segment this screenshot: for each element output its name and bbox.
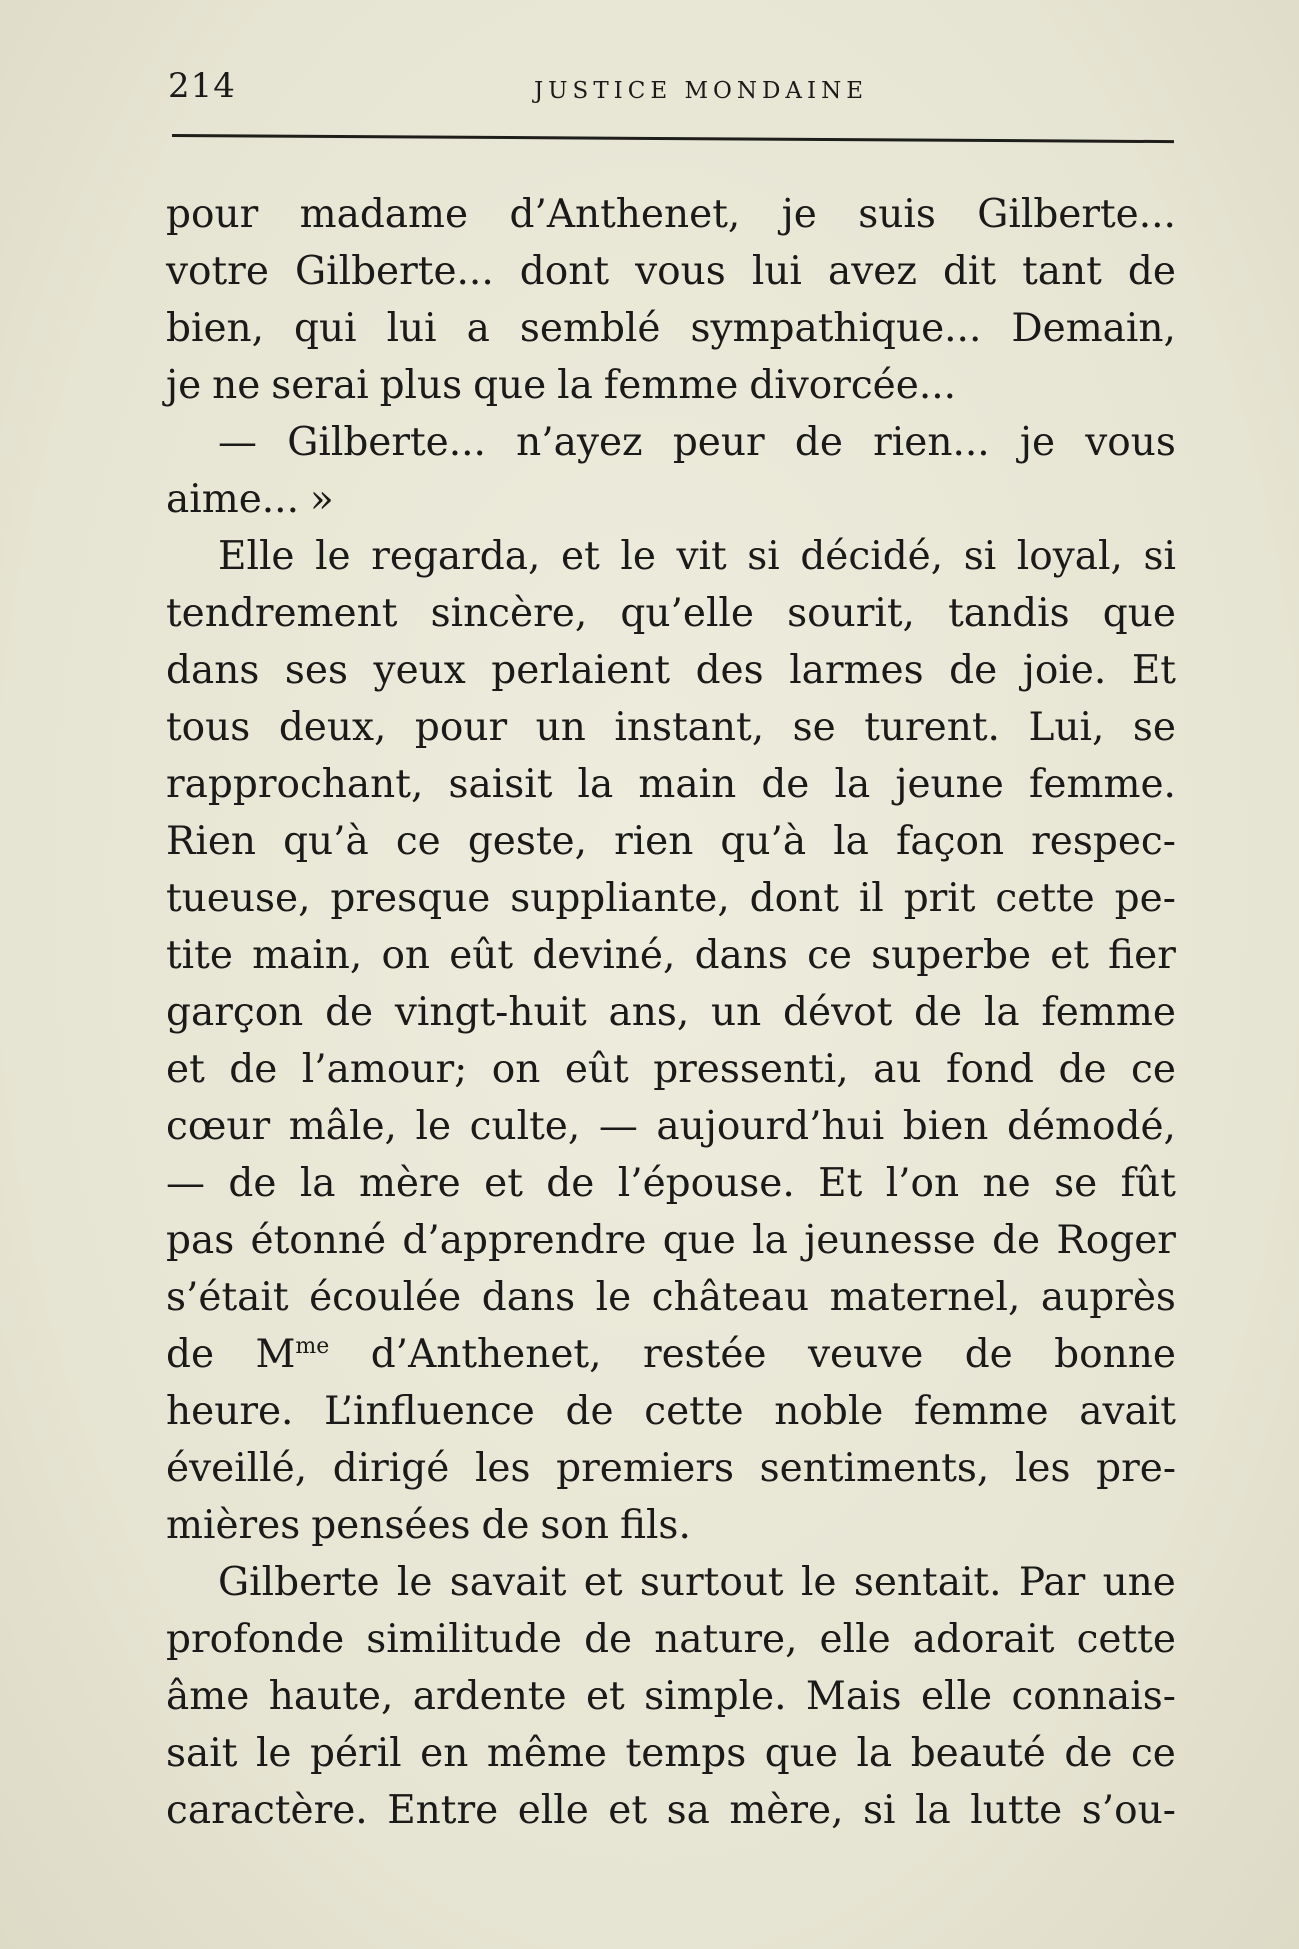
word: Et: [1131, 648, 1176, 693]
word: la: [752, 1218, 788, 1263]
word: Gilberte: [218, 1560, 380, 1605]
word: pre-: [1096, 1446, 1176, 1491]
word: femme.: [1028, 762, 1176, 807]
word: qui: [294, 306, 357, 351]
word: —: [218, 420, 257, 465]
word: on: [381, 933, 431, 978]
word: d’Anthenet,: [370, 1332, 602, 1377]
word: la: [915, 1788, 951, 1833]
text-line: [166, 1554, 1176, 1611]
word: haute,: [268, 1674, 394, 1719]
word: larmes: [789, 648, 924, 693]
text-line: [166, 1269, 1176, 1326]
word: turent.: [864, 705, 1000, 750]
word: main,: [252, 933, 363, 978]
word: mère: [358, 1161, 461, 1206]
word: —: [598, 1104, 638, 1149]
word: la: [856, 1731, 893, 1776]
text-line: [166, 756, 1176, 813]
word: suis: [858, 192, 936, 237]
word: avez: [827, 249, 917, 294]
word: écoulée: [309, 1275, 462, 1320]
word: bonne: [1054, 1332, 1176, 1377]
word: on: [491, 1047, 541, 1092]
word: Mais: [805, 1674, 902, 1719]
word: restée: [642, 1332, 767, 1377]
word: L’influence: [324, 1389, 535, 1434]
word: geste,: [467, 819, 588, 864]
word: fût: [1120, 1161, 1176, 1206]
word: la: [833, 819, 869, 864]
word: dans: [166, 648, 260, 693]
text-line: [166, 414, 1176, 471]
word: sa: [666, 1788, 710, 1833]
page-number: 214: [168, 66, 236, 106]
text-line: [166, 1212, 1176, 1269]
word: sympathique...: [690, 306, 982, 351]
word: cœur: [166, 1104, 271, 1149]
word: culte,: [469, 1104, 581, 1149]
word: d’apprendre: [402, 1218, 647, 1263]
text-line: [166, 528, 1176, 585]
word: vit: [676, 534, 727, 579]
word: dévot: [783, 990, 893, 1035]
word: la: [557, 363, 593, 408]
word: le: [620, 534, 656, 579]
word: se: [1132, 705, 1176, 750]
word: mère,: [729, 1788, 844, 1833]
word: mâle,: [288, 1104, 397, 1149]
word: ans,: [608, 990, 690, 1035]
word: simple.: [644, 1674, 787, 1719]
word: d’Anthenet,: [509, 192, 741, 237]
word: Demain,: [1011, 306, 1176, 351]
word: pour: [414, 705, 508, 750]
word: et: [484, 1161, 523, 1206]
text-line: [166, 699, 1176, 756]
word: le: [595, 1275, 632, 1320]
word: sourit,: [787, 591, 915, 636]
word: prit: [903, 876, 976, 921]
word: jeunesse: [804, 1218, 976, 1263]
word: Entre: [387, 1788, 499, 1833]
word: ardente: [412, 1674, 567, 1719]
word: deviné,: [532, 933, 676, 978]
word: pensées: [311, 1503, 471, 1548]
word: peur: [672, 420, 765, 465]
word: cette: [1076, 1617, 1176, 1662]
word: Et: [818, 1161, 863, 1206]
word: Roger: [1056, 1218, 1176, 1263]
text-line: [166, 1098, 1176, 1155]
word: et: [608, 1788, 648, 1833]
word: ne: [212, 363, 261, 408]
word: Gilberte...: [287, 420, 486, 465]
word: tous: [166, 705, 251, 750]
text-line: [166, 642, 1176, 699]
word: »: [309, 477, 334, 522]
word: madame: [299, 192, 469, 237]
word: auprès: [1040, 1275, 1176, 1320]
word: eût: [564, 1047, 629, 1092]
word: aujourd’hui: [656, 1104, 885, 1149]
word: pas: [166, 1218, 235, 1263]
text-line: [166, 1155, 1176, 1212]
word: adorait: [912, 1617, 1055, 1662]
word: lui: [751, 249, 802, 294]
word: que: [1102, 591, 1176, 636]
word: âme: [166, 1674, 250, 1719]
word: ce: [807, 933, 853, 978]
text-line: [166, 1383, 1176, 1440]
word: fond: [946, 1047, 1035, 1092]
word: superbe: [871, 933, 1032, 978]
word: cette: [644, 1389, 744, 1434]
word: joie.: [1022, 648, 1107, 693]
word: tueuse,: [166, 876, 311, 921]
word: loyal,: [1016, 534, 1123, 579]
word: et: [585, 1674, 625, 1719]
word: dont: [519, 249, 610, 294]
word: de: [584, 1617, 633, 1662]
word: les: [1014, 1446, 1071, 1491]
word: ses: [284, 648, 348, 693]
word: aime...: [166, 477, 299, 522]
word: jeune: [895, 762, 1004, 807]
word: veuve: [807, 1332, 924, 1377]
word: la: [299, 1161, 336, 1206]
word: presque: [330, 876, 491, 921]
word: le: [396, 1560, 433, 1605]
word: de: [166, 1332, 215, 1377]
word: Rien: [166, 819, 257, 864]
word: profonde: [166, 1617, 345, 1662]
word: tite: [166, 933, 233, 978]
word: l’épouse.: [617, 1161, 795, 1206]
word: yeux: [373, 648, 466, 693]
word: —: [166, 1161, 205, 1206]
word: premiers: [556, 1446, 735, 1491]
text-line: [166, 813, 1176, 870]
text-line: [166, 1668, 1176, 1725]
word: la: [834, 762, 871, 807]
word: péril: [310, 1731, 402, 1776]
word: similitude: [366, 1617, 562, 1662]
word: tant: [1022, 249, 1102, 294]
word: le: [315, 534, 351, 579]
word: qu’à: [283, 819, 369, 864]
word: la: [577, 762, 614, 807]
word: de: [761, 762, 810, 807]
word: que: [473, 363, 547, 408]
word: fils.: [619, 1503, 691, 1548]
word: de: [229, 1047, 278, 1092]
running-title: JUSTICE MONDAINE: [533, 78, 869, 104]
word: que: [662, 1218, 736, 1263]
word: sentait.: [853, 1560, 1002, 1605]
word: je: [781, 192, 817, 237]
word: même: [486, 1731, 608, 1776]
word: vous: [635, 249, 726, 294]
word: de: [325, 990, 374, 1035]
word: pe-: [1114, 876, 1176, 921]
text-line: [166, 1497, 1176, 1554]
word: bien: [902, 1104, 989, 1149]
word: elle: [819, 1617, 891, 1662]
word: n’ayez: [516, 420, 643, 465]
text-line: [166, 300, 1176, 357]
word: le: [415, 1104, 452, 1149]
page-header: [168, 58, 1174, 118]
word: en: [420, 1731, 469, 1776]
word: et: [166, 1047, 205, 1092]
word: de: [949, 648, 998, 693]
word: perlaient: [491, 648, 671, 693]
word: heure.: [166, 1389, 294, 1434]
word: étonné: [250, 1218, 387, 1263]
word: je: [166, 363, 202, 408]
word: au: [873, 1047, 922, 1092]
text-line: [166, 1440, 1176, 1497]
word: une: [1102, 1560, 1176, 1605]
header-rule: [172, 134, 1174, 143]
word: Elle: [218, 534, 295, 579]
text-line: [166, 357, 1176, 414]
word: garçon: [166, 990, 304, 1035]
word: dans: [694, 933, 788, 978]
word: la: [983, 990, 1020, 1035]
word: temps: [625, 1731, 747, 1776]
word: femme: [1041, 990, 1176, 1035]
word: divorcée...: [749, 363, 957, 408]
word: semblé: [519, 306, 661, 351]
text-line: [166, 1611, 1176, 1668]
word: de: [546, 1161, 595, 1206]
word: dirigé: [332, 1446, 450, 1491]
word: et: [583, 1560, 623, 1605]
word: s’ou-: [1081, 1788, 1176, 1833]
word: de: [1127, 249, 1176, 294]
text-line: [166, 927, 1176, 984]
word: il: [858, 876, 884, 921]
word: un: [711, 990, 762, 1035]
word: et: [561, 534, 600, 579]
text-line: [166, 1782, 1176, 1839]
word: de: [794, 420, 843, 465]
word: lui: [386, 306, 437, 351]
word: dans: [481, 1275, 576, 1320]
word: démodé,: [1006, 1104, 1176, 1149]
text-line: [166, 471, 1176, 528]
word: regarda,: [371, 534, 541, 579]
word: deux,: [278, 705, 387, 750]
word: sentiments,: [759, 1446, 990, 1491]
word: plus: [379, 363, 463, 408]
word: rapprochant,: [166, 762, 424, 807]
word: pour: [166, 192, 259, 237]
word: se: [1054, 1161, 1098, 1206]
word: Gilberte...: [977, 192, 1176, 237]
word: sait: [166, 1731, 238, 1776]
word: le: [800, 1560, 837, 1605]
body-text: [166, 186, 1176, 1839]
word: qu’à: [720, 819, 807, 864]
word: respec-: [1031, 819, 1176, 864]
word: de: [914, 990, 963, 1035]
word: femme: [603, 363, 739, 408]
word: de: [964, 1332, 1013, 1377]
word: des: [695, 648, 764, 693]
word: femme: [914, 1389, 1049, 1434]
word: caractère.: [166, 1788, 368, 1833]
word: son: [540, 1503, 610, 1548]
word: ce: [1131, 1047, 1176, 1092]
word: ne: [982, 1161, 1031, 1206]
word: le: [255, 1731, 292, 1776]
word: l’on: [885, 1161, 960, 1206]
word: je: [1019, 420, 1056, 465]
word: Par: [1018, 1560, 1086, 1605]
word: de: [1058, 1047, 1107, 1092]
word: s’était: [166, 1275, 289, 1320]
word: rien...: [873, 420, 990, 465]
word: vingt-huit: [394, 990, 587, 1035]
word: votre: [166, 249, 269, 294]
word: beauté: [910, 1731, 1046, 1776]
word: $M^{me}$: [255, 1332, 330, 1377]
word: si: [1143, 534, 1176, 579]
word: rien: [614, 819, 694, 864]
word: dit: [942, 249, 997, 294]
word: éveillé,: [166, 1446, 308, 1491]
word: saisit: [448, 762, 553, 807]
word: sincère,: [430, 591, 588, 636]
word: décidé,: [800, 534, 944, 579]
text-line: [166, 984, 1176, 1041]
word: si: [747, 534, 780, 579]
word: de: [565, 1389, 614, 1434]
word: cette: [995, 876, 1095, 921]
word: façon: [895, 819, 1005, 864]
word: mières: [166, 1503, 301, 1548]
word: fier: [1108, 933, 1176, 978]
word: ce: [1130, 1731, 1176, 1776]
word: suppliante,: [510, 876, 730, 921]
word: elle: [517, 1788, 589, 1833]
word: qu’elle: [620, 591, 754, 636]
word: l’amour;: [301, 1047, 468, 1092]
word: connais-: [1011, 1674, 1176, 1719]
word: se: [792, 705, 836, 750]
word: de: [992, 1218, 1041, 1263]
word: que: [764, 1731, 838, 1776]
word: Lui,: [1028, 705, 1105, 750]
word: vous: [1085, 420, 1176, 465]
word: tandis: [948, 591, 1070, 636]
word: Gilberte...: [294, 249, 494, 294]
text-line: [166, 243, 1176, 300]
word: les: [474, 1446, 531, 1491]
word: lutte: [970, 1788, 1063, 1833]
word: serai: [271, 363, 369, 408]
text-line: [166, 1041, 1176, 1098]
word: un: [535, 705, 586, 750]
word: noble: [774, 1389, 884, 1434]
word: de: [1064, 1731, 1113, 1776]
word: bien,: [166, 306, 265, 351]
word: elle: [920, 1674, 993, 1719]
word: avait: [1079, 1389, 1176, 1434]
word: eût: [449, 933, 514, 978]
word: nature,: [654, 1617, 798, 1662]
text-line: [166, 186, 1176, 243]
word: main: [638, 762, 737, 807]
word: instant,: [614, 705, 765, 750]
word: ce: [395, 819, 441, 864]
text-line: [166, 870, 1176, 927]
word: pressenti,: [653, 1047, 849, 1092]
word: tendrement: [166, 591, 398, 636]
word: château: [651, 1275, 810, 1320]
word: dont: [749, 876, 839, 921]
word: si: [963, 534, 997, 579]
word: a: [466, 306, 490, 351]
word: si: [863, 1788, 896, 1833]
word: surtout: [639, 1560, 784, 1605]
text-line: [166, 585, 1176, 642]
word: et: [1050, 933, 1089, 978]
text-line: [166, 1326, 1176, 1383]
word: de: [228, 1161, 277, 1206]
word: savait: [449, 1560, 567, 1605]
word: maternel,: [829, 1275, 1021, 1320]
word: de: [481, 1503, 530, 1548]
text-line: [166, 1725, 1176, 1782]
